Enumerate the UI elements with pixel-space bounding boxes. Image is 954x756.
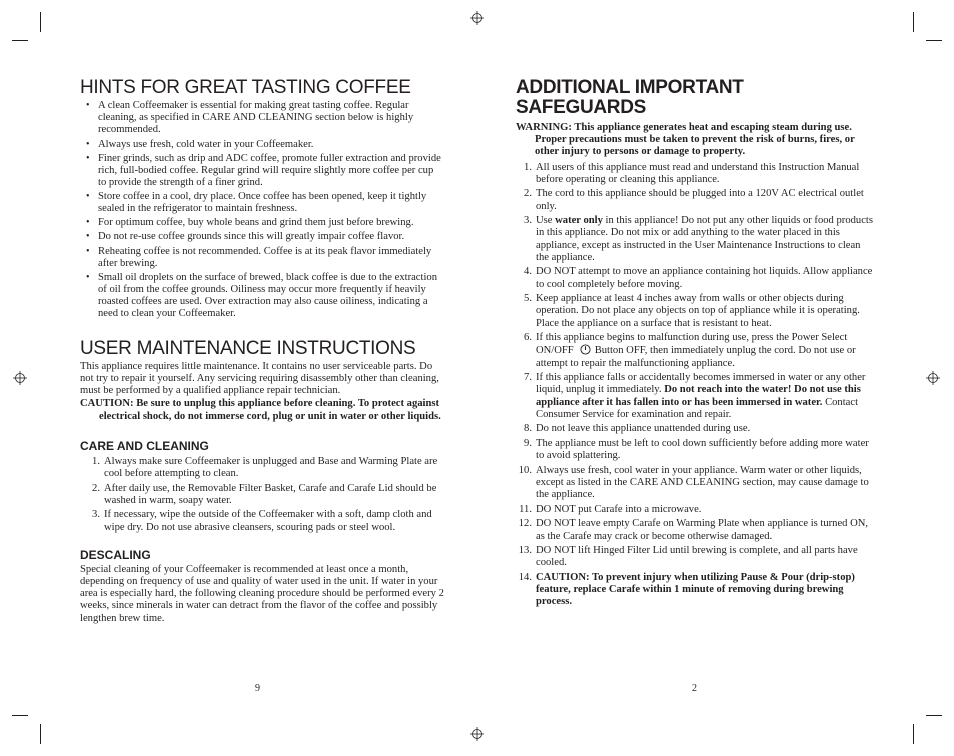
list-item: 13. DO NOT lift Hinged Filter Lid until brewing is complete, and all parts have cooled.	[518, 545, 858, 569]
list-item: 6. If this appliance begins to malfunction during use, press the Power Select ON/OFF Button OFF, then immediately unplug the cord. Do not use or attempt to repair the malfunctioning appliance.	[524, 332, 856, 369]
list-item: • For optimum coffee, buy whole beans and grind them just before brewing.	[98, 217, 444, 229]
registration-mark-icon	[470, 727, 484, 741]
safeguards-title: ADDITIONAL IMPORTANT SAFEGUARDS	[516, 77, 744, 118]
list-item: • A clean Coffeemaker is essential for making great tasting coffee. Regular cleaning, as specified in CARE AND CLEANING section below is highly recommended.	[98, 100, 444, 137]
list-item: 4. DO NOT attempt to move an appliance containing hot liquids. Allow appliance to cool completely before moving.	[524, 266, 873, 290]
care-list	[80, 456, 444, 534]
list-item: 5. Keep appliance at least 4 inches away from walls or other objects during operation. Do not place any objects on top of appliance while it is operating. Place the appliance on a surface that is resistant to heat.	[524, 293, 860, 329]
maintenance-caution: CAUTION: Be sure to unplug this appliance before cleaning. To protect against electrical shock, do not immerse cord, plug or unit in water or other liquids.	[80, 398, 441, 422]
list-item: 2. After daily use, the Removable Filter Basket, Carafe and Carafe Lid should be washed in warm, soapy water.	[92, 482, 437, 506]
list-item: 9. The appliance must be left to cool down sufficiently before adding more water to avoid splattering.	[524, 438, 869, 462]
crop-mark	[40, 12, 41, 32]
crop-mark	[926, 715, 942, 716]
maintenance-intro: This appliance requires little maintenance. It contains no user serviceable parts. Do not try to repair it yourself. Any servicing requiring disassembly other than cleaning, must be performed by a qualified appliance repair technician.	[80, 360, 439, 397]
crop-mark	[913, 12, 914, 32]
list-item: • Finer grinds, such as drip and ADC coffee, promote fuller extraction and provide rich, full-bodied coffee. Regular grind will require slightly more coffee per cup to provide the strength of a finer grind.	[98, 153, 444, 190]
registration-mark-icon	[470, 11, 484, 25]
list-item: 8. Do not leave this appliance unattended during use.	[524, 423, 751, 435]
crop-mark	[926, 40, 942, 41]
descaling-title: DESCALING	[80, 547, 151, 562]
list-item: 7. If this appliance falls or accidentally becomes immersed in water or any other liquid, unplug it immediately. Do not reach into the water! Do not use this appliance after it has fallen into or has been immersed in water. Contact Consumer Service for examination and repair.	[524, 372, 866, 420]
list-item: 1. Always make sure Coffeemaker is unplugged and Base and Warming Plate are cool before attempting to clean.	[92, 455, 438, 479]
page-number: 2	[692, 683, 697, 694]
list-item: 12. DO NOT leave empty Carafe on Warming Plate when appliance is turned ON, as the Carafe may crack or become otherwise damaged.	[518, 518, 869, 542]
registration-mark-icon	[13, 371, 27, 385]
list-item: 3. Use water only in this appliance! Do not put any other liquids or food products in this appliance. Do not mix or add anything to the water placed in this appliance, except as instructed in the User Maintenance Instructions to clean the appliance.	[524, 215, 873, 263]
care-title: CARE AND CLEANING	[80, 438, 209, 453]
list-item: 10. Always use fresh, cool water in your appliance. Warm water or other liquids, except as listed in the CARE AND CLEANING section, may cause damage to the appliance.	[518, 464, 869, 501]
registration-mark-icon	[926, 371, 940, 385]
list-item: 11. DO NOT put Carafe into a microwave.	[519, 503, 702, 515]
power-icon	[580, 344, 591, 355]
list-item: 14. CAUTION: To prevent injury when utilizing Pause & Pour (drip-stop) feature, replace Carafe within 1 minute of removing during brewing process.	[518, 571, 855, 608]
hints-list	[80, 100, 444, 321]
list-item: • Reheating coffee is not recommended. Coffee is at its peak flavor immediately after brewing.	[98, 246, 444, 270]
crop-mark	[12, 40, 28, 41]
list-item: • Small oil droplets on the surface of brewed, black coffee is due to the extraction of oil from the coffee grounds. Oiliness may occur more frequently if heavily roasted coffees are used. Over extraction may also cause oiliness, indicating a need to clean your Coffeemaker.	[98, 272, 444, 321]
list-item: • Do not re-use coffee grounds since this will greatly impair coffee flavor.	[98, 231, 444, 243]
list-item: • Always use fresh, cold water in your Coffeemaker.	[98, 139, 444, 151]
descaling-text: Special cleaning of your Coffeemaker is recommended at least once a month, depending on frequency of use and quality of water used in the unit. If water in your area is especially hard, the following cleaning procedure should be performed every 2 weeks, since minerals in water can detract from the flavor of the coffee and possibly lengthen brew time.	[80, 563, 444, 624]
maintenance-title: USER MAINTENANCE INSTRUCTIONS	[80, 337, 416, 359]
list-item: • Store coffee in a cool, dry place. Once coffee has been opened, keep it tightly sealed in the refrigerator to maintain freshness.	[98, 191, 444, 215]
list-item: 3. If necessary, wipe the outside of the Coffeemaker with a soft, damp cloth and wipe dry. Do not use abrasive cleansers, scouring pads or steel wool.	[92, 509, 432, 533]
hints-title: HINTS FOR GREAT TASTING COFFEE	[80, 77, 411, 98]
left-page	[80, 78, 444, 625]
page-number: 9	[255, 683, 260, 694]
safeguards-warning: WARNING: This appliance generates heat and escaping steam during use. Proper precautions must be taken to prevent the risk of burns, fires, or other injury to persons or damage to property.	[516, 122, 855, 158]
list-item: 1. All users of this appliance must read and understand this Instruction Manual before operating or cleaning this appliance.	[524, 161, 860, 185]
crop-mark	[40, 724, 41, 744]
right-page	[516, 78, 874, 611]
list-item: 2. The cord to this appliance should be plugged into a 120V AC electrical outlet only.	[524, 188, 864, 212]
crop-mark	[913, 724, 914, 744]
safeguards-list	[516, 162, 874, 609]
crop-mark	[12, 715, 28, 716]
